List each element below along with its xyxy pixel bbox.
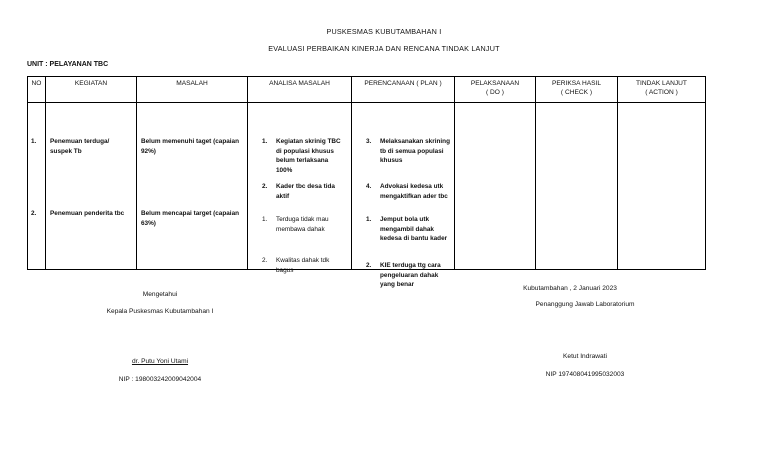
list-number: 3. xyxy=(366,138,372,145)
document-title: EVALUASI PERBAIKAN KINERJA DAN RENCANA TINDAK LANJUT xyxy=(268,44,500,53)
list-number: 2. xyxy=(366,262,372,269)
col-header-pelaksanaan: PELAKSANAAN ( DO ) xyxy=(455,77,536,103)
cell-analisa xyxy=(248,103,352,274)
table-row xyxy=(28,103,706,270)
col-header-perencanaan: PERENCANAAN ( PLAN ) xyxy=(352,77,455,103)
evaluation-table xyxy=(27,76,706,288)
signature-right-date: Kubutambahan , 2 Januari 2023 xyxy=(523,285,617,292)
signature-right-nip: NIP 197408041995032003 xyxy=(545,371,625,378)
cell-no xyxy=(28,103,46,270)
signature-right-name: Ketut Indrawati xyxy=(563,353,607,360)
signature-right-role: Penanggung Jawab Laboratorium xyxy=(535,301,635,308)
signature-left-name: dr. Putu Yoni Utami xyxy=(131,358,189,365)
signature-left-role: Kepala Puskesmas Kubutambahan I xyxy=(106,308,214,315)
list-number: 4. xyxy=(366,183,372,190)
perencanaan-text: Advokasi kedesa utk mengaktifkan ader tbc xyxy=(380,183,448,200)
analisa-text: Kader tbc desa tida aktif xyxy=(276,183,335,200)
perencanaan-text: Jemput bola utk mengambil dahak kedesa di bantu kader xyxy=(380,216,448,242)
col-header-kegiatan: KEGIATAN xyxy=(46,77,137,103)
org-title: PUSKESMAS KUBUTAMBAHAN I xyxy=(326,27,442,36)
analisa-text: Terduga tidak mau membawa dahak xyxy=(276,216,329,233)
col-header-no: NO xyxy=(28,77,46,103)
col-header-tindak-lanjut: TINDAK LANJUT ( ACTION ) xyxy=(618,77,706,103)
cell-tindak-lanjut xyxy=(618,103,706,270)
signature-left-acknowledge: Mengetahui xyxy=(142,291,178,298)
perencanaan-text: KIE terduga ttg cara pengeluaran dahak yang benar xyxy=(380,262,441,288)
cell-pelaksanaan xyxy=(455,103,536,270)
analisa-text: Kwalitas dahak tdk bagus xyxy=(276,257,330,274)
cell-perencanaan xyxy=(352,103,455,288)
unit-label: UNIT : PELAYANAN TBC xyxy=(27,61,109,68)
col-header-periksa: PERIKSA HASIL ( CHECK ) xyxy=(536,77,618,103)
list-number: 1. xyxy=(366,216,372,223)
col-header-analisa: ANALISA MASALAH xyxy=(248,77,352,103)
analisa-text: Kegiatan skrinig TBC di populasi khusus belum terlaksana 100% xyxy=(276,138,341,174)
kegiatan-text: Penemuan penderita tbc xyxy=(50,210,125,217)
row-number: 2. xyxy=(31,210,37,217)
cell-kegiatan xyxy=(46,103,137,270)
masalah-text: Belum memenuhi taget (capaian 92%) xyxy=(141,138,240,155)
row-number: 1. xyxy=(31,138,37,145)
list-number: 1. xyxy=(262,138,268,145)
perencanaan-text: Melaksanakan skrining tb di semua populasi khusus xyxy=(380,138,450,164)
list-number: 1. xyxy=(262,216,268,223)
masalah-text: Belum mencapai target (capaian 63%) xyxy=(141,210,240,227)
list-number: 2. xyxy=(262,257,268,264)
kegiatan-text: Penemuan terduga/ suspek Tb xyxy=(50,138,110,155)
cell-periksa-hasil xyxy=(536,103,618,270)
table-header-row xyxy=(28,77,706,103)
signature-left-nip: NIP : 198003242009042004 xyxy=(118,376,202,383)
cell-masalah xyxy=(137,103,248,270)
col-header-masalah: MASALAH xyxy=(137,77,248,103)
list-number: 2. xyxy=(262,183,268,190)
